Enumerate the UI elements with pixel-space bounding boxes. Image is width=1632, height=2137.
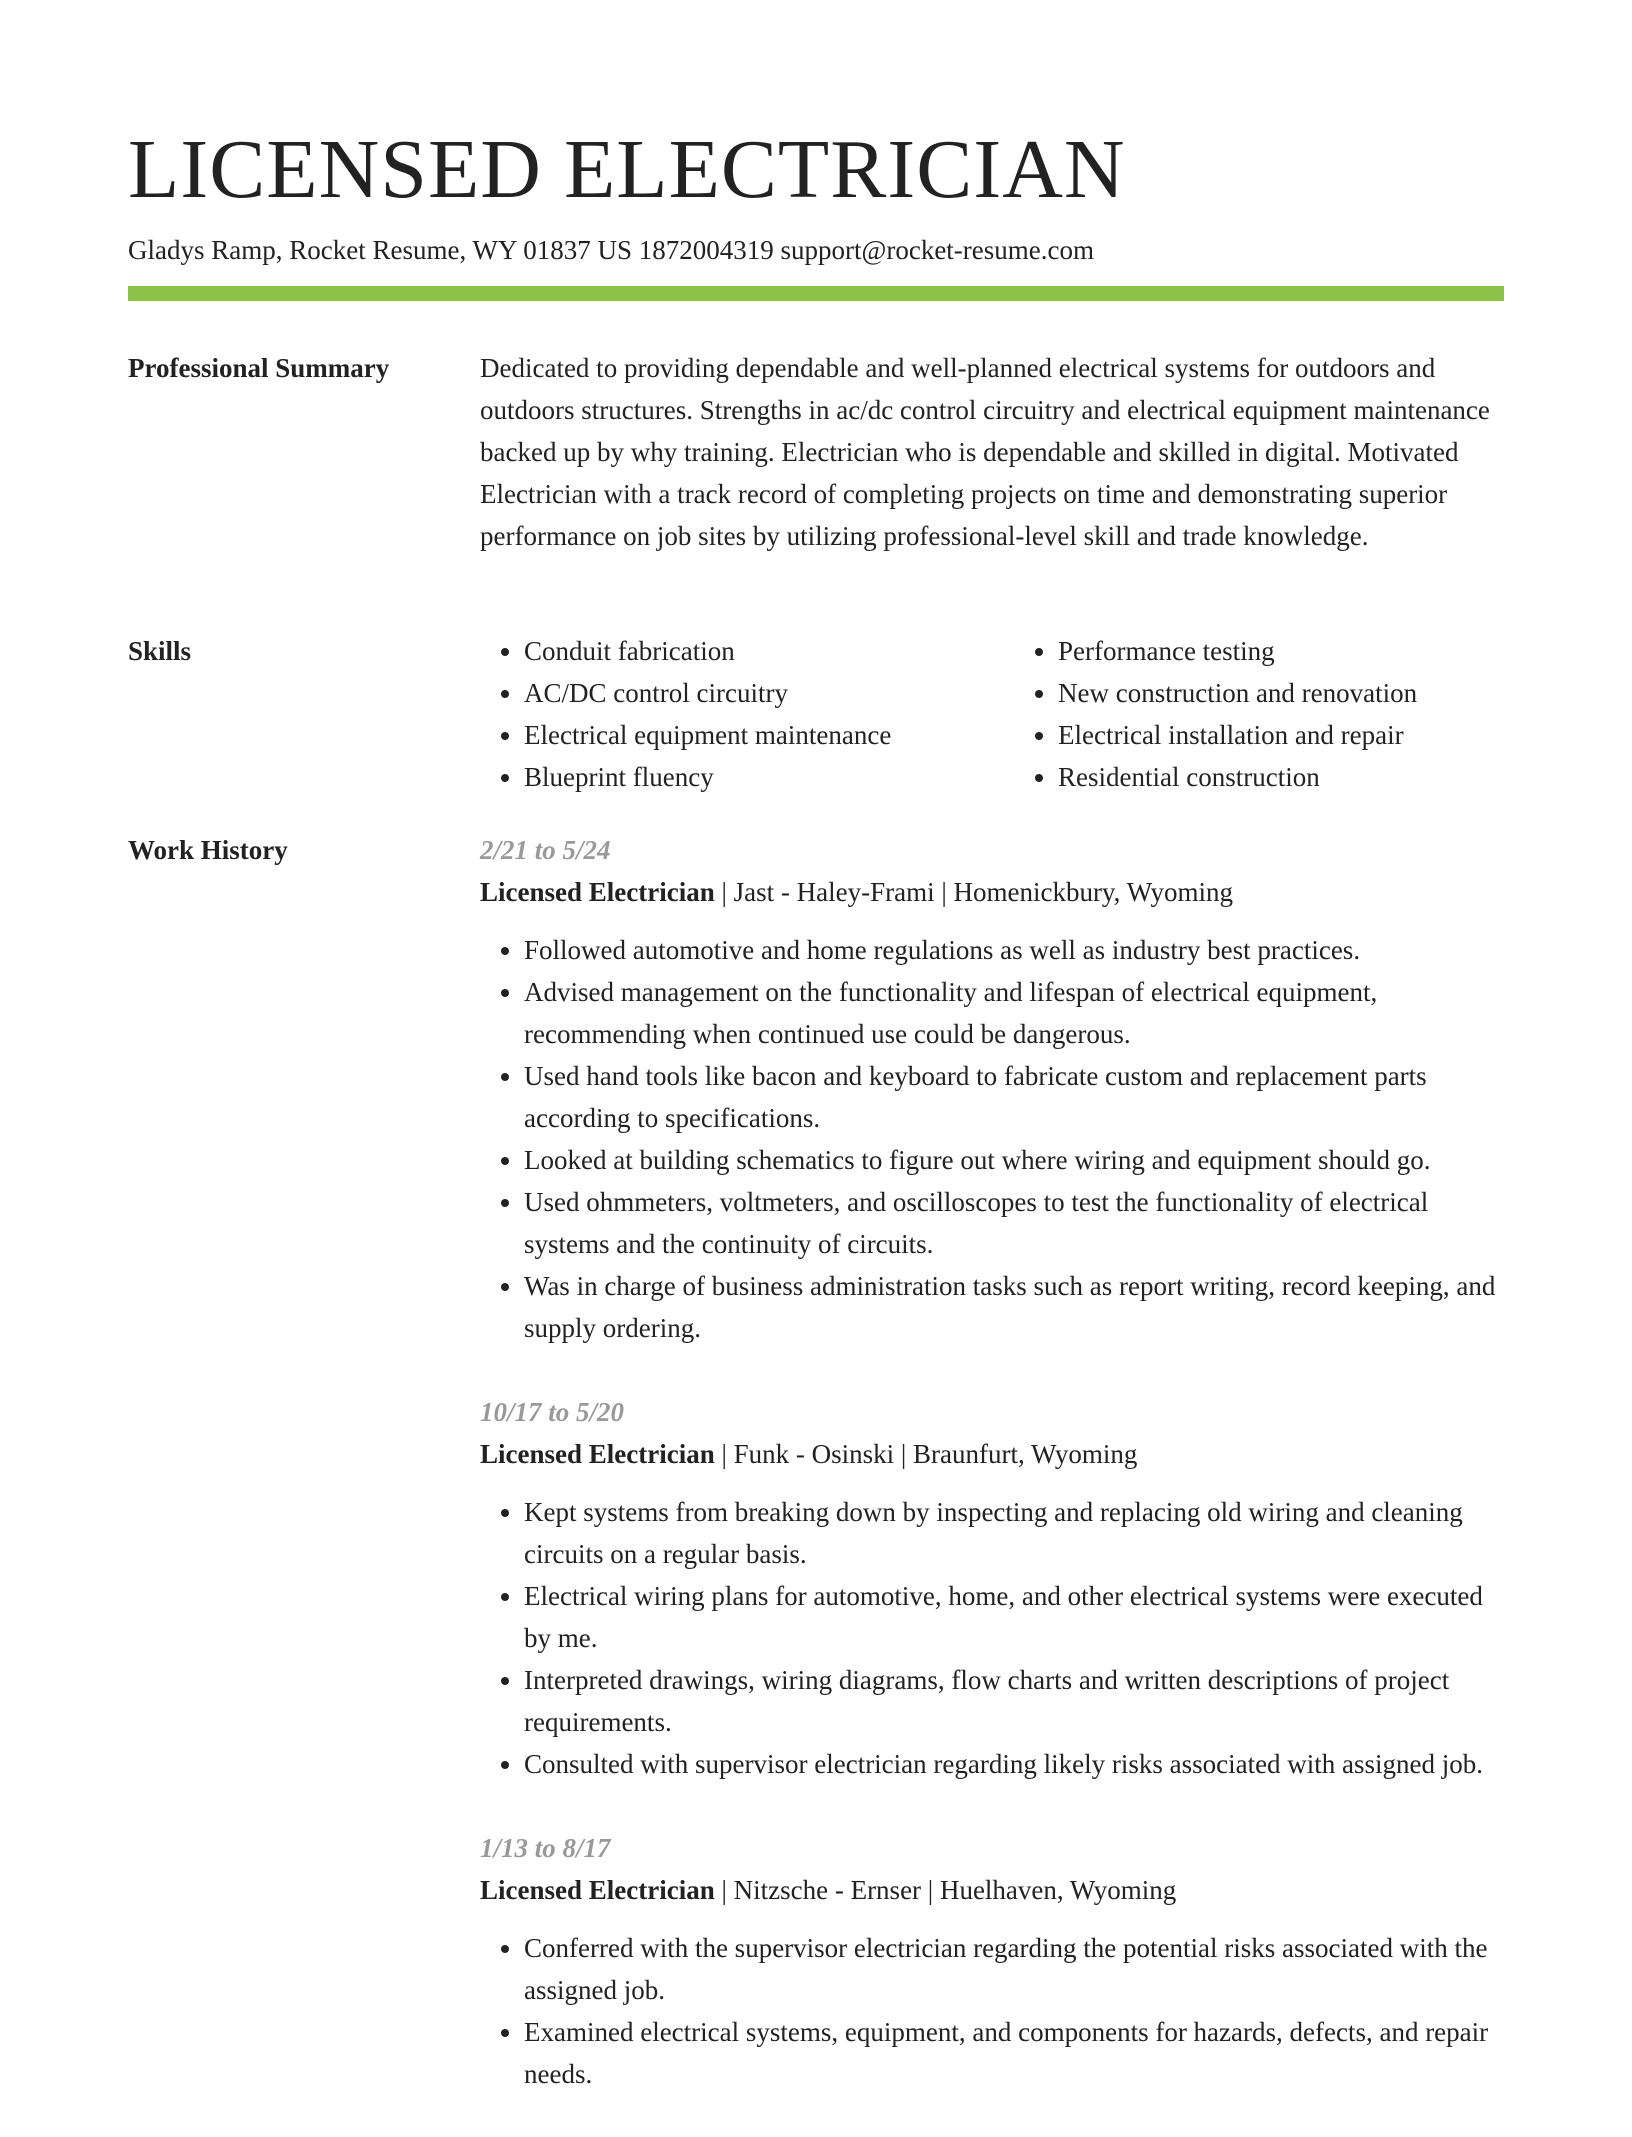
job-entry: [480, 1391, 1504, 1785]
job-bullet: • Advised management on the functionality and lifespan of electrical equipment, recommending when continued use could be dangerous.: [524, 971, 1504, 1055]
skill-item: • Electrical installation and repair: [1058, 714, 1504, 756]
contact-email: support@rocket-resume.com: [780, 235, 1095, 265]
job-dates: 1/13 to 8/17: [480, 1833, 611, 1863]
job-bullet: • Kept systems from breaking down by inspecting and replacing old wiring and cleaning circuits on a regular basis.: [524, 1491, 1504, 1575]
job-entry: [480, 829, 1504, 1349]
skill-item: • New construction and renovation: [1058, 672, 1504, 714]
job-heading: [480, 1869, 1504, 1911]
job-bullet: • Consulted with supervisor electrician regarding likely risks associated with assigned job.: [524, 1743, 1504, 1785]
job-company-location: | Funk - Osinski | Braunfurt, Wyoming: [714, 1439, 1138, 1469]
job-bullet: • Conferred with the supervisor electrician regarding the potential risks associated with the assigned job.: [524, 1927, 1504, 2011]
skills-list-right: [1014, 630, 1504, 798]
skill-item: • AC/DC control circuitry: [524, 672, 970, 714]
work-history-body: [480, 829, 1504, 2137]
summary-text: Dedicated to providing dependable and well-planned electrical systems for outdoors and outdoors structures. Strengths in ac/dc control circuitry and electrical equipment maintenance backed up by why training. Electrician who is dependable and skilled in digital. Motivated Electrician with a track record of completing projects on time and demonstrating superior performance on job sites by utilizing professional-level skill and trade knowledge.: [480, 353, 1490, 551]
job-bullets: [480, 1927, 1504, 2095]
skills-body: [480, 630, 1504, 798]
skill-item: • Performance testing: [1058, 630, 1504, 672]
job-title: Licensed Electrician: [480, 1439, 715, 1469]
job-bullet: • Interpreted drawings, wiring diagrams, flow charts and written descriptions of project requirements.: [524, 1659, 1504, 1743]
contact-phone: 1872004319: [638, 235, 774, 265]
summary-body: [480, 347, 1504, 557]
job-bullets: [480, 929, 1504, 1349]
header-divider: [128, 286, 1504, 301]
skill-item: • Residential construction: [1058, 756, 1504, 798]
job-dates: 10/17 to 5/20: [480, 1397, 625, 1427]
skill-item: • Electrical equipment maintenance: [524, 714, 970, 756]
job-entry: [480, 1827, 1504, 2095]
skill-item: • Blueprint fluency: [524, 756, 970, 798]
summary-title: Professional Summary: [128, 353, 390, 383]
skills-title: Skills: [128, 636, 192, 666]
job-dates: 2/21 to 5/24: [480, 835, 611, 865]
job-bullet: • Used ohmmeters, voltmeters, and oscilloscopes to test the functionality of electrical systems and the continuity of circuits.: [524, 1181, 1504, 1265]
contact-address: Rocket Resume, WY 01837 US: [289, 235, 632, 265]
job-bullet: • Was in charge of business administration tasks such as report writing, record keeping, and supply ordering.: [524, 1265, 1504, 1349]
contact-line: [128, 232, 1094, 268]
skills-list-left: [480, 630, 970, 798]
job-bullet: • Electrical wiring plans for automotive, home, and other electrical systems were executed by me.: [524, 1575, 1504, 1659]
job-heading: [480, 1433, 1504, 1475]
skill-item: • Conduit fabrication: [524, 630, 970, 672]
job-heading: [480, 871, 1504, 913]
job-bullet: • Looked at building schematics to figure out where wiring and equipment should go.: [524, 1139, 1504, 1181]
skills-columns: [480, 630, 1504, 798]
job-company-location: | Jast - Haley-Frami | Homenickbury, Wyoming: [714, 877, 1234, 907]
job-bullet: • Examined electrical systems, equipment, and components for hazards, defects, and repair needs.: [524, 2011, 1504, 2095]
job-bullets: [480, 1491, 1504, 1785]
job-bullet: • Used hand tools like bacon and keyboard to fabricate custom and replacement parts according to specifications.: [524, 1055, 1504, 1139]
job-company-location: | Nitzsche - Ernser | Huelhaven, Wyoming: [714, 1875, 1177, 1905]
contact-person: Gladys Ramp,: [128, 235, 283, 265]
job-bullet: • Followed automotive and home regulations as well as industry best practices.: [524, 929, 1504, 971]
work-history-title: Work History: [128, 835, 288, 865]
job-title: Licensed Electrician: [480, 877, 715, 907]
job-title: Licensed Electrician: [480, 1875, 715, 1905]
resume-name: LICENSED ELECTRICIAN: [128, 123, 1126, 216]
